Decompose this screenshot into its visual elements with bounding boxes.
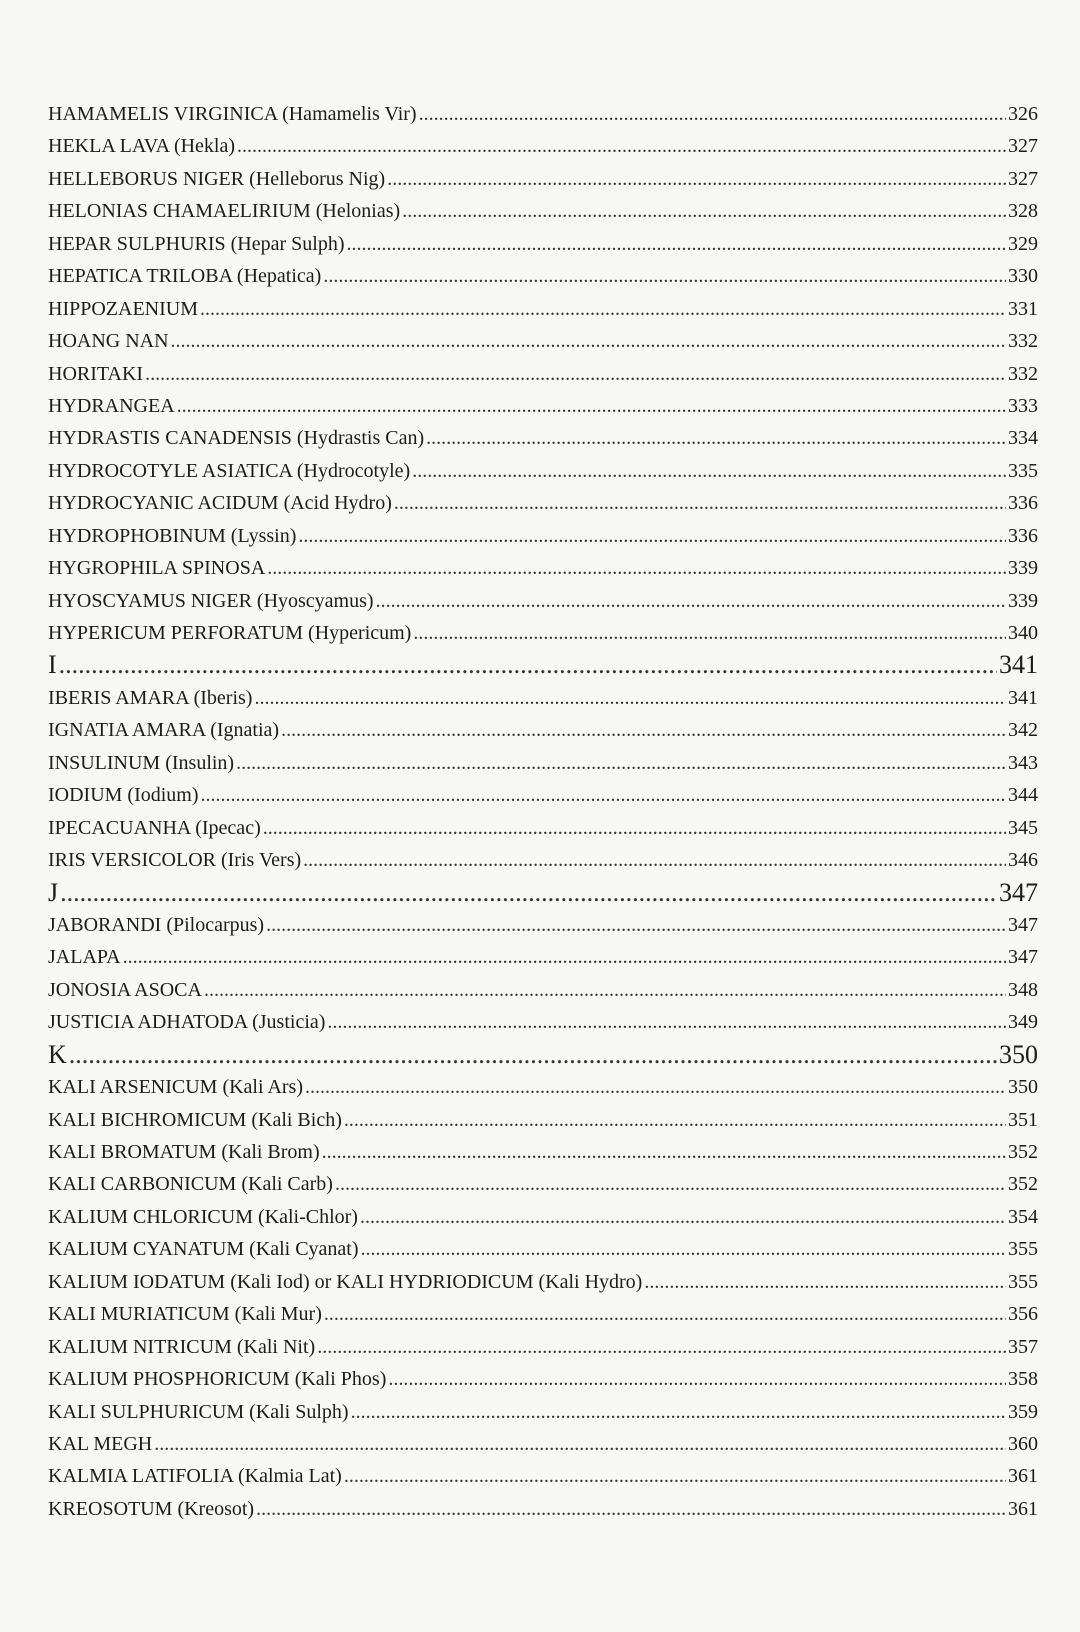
index-entry-row [48,1396,1038,1428]
index-entry-row [48,1331,1038,1363]
index-entry-row [48,1363,1038,1395]
entry-page-number: 343 [1008,751,1038,774]
index-entry-row [48,779,1038,811]
dot-leader [267,552,1006,584]
entry-title: HYGROPHILA SPINOSA [48,557,266,580]
entry-title: JUSTICIA ADHATODA (Justicia) [48,1011,326,1034]
entry-page-number: 356 [1008,1303,1038,1326]
dot-leader [344,1104,1006,1136]
dot-leader [327,1006,1006,1038]
index-entry-row [48,325,1038,357]
entry-page-number: 329 [1008,232,1038,255]
entry-title: HYDRANGEA [48,394,175,417]
dot-leader [69,1039,997,1071]
entry-page-number: 336 [1008,492,1038,515]
entry-title: KREOSOTUM (Kreosot) [48,1497,255,1520]
index-entry-row [48,909,1038,941]
entry-title: KALMIA LATIFOLIA (Kalmia Lat) [48,1465,342,1488]
index-entry-row [48,130,1038,162]
dot-leader [303,844,1006,876]
entry-page-number: 347 [1008,913,1038,936]
entry-title: HYPERICUM PERFORATUM (Hypericum) [48,622,412,644]
entry-page-number: 350 [999,1039,1038,1069]
entry-page-number: 350 [1008,1076,1038,1099]
dot-leader [324,1298,1006,1330]
entry-title: HORITAKI [48,362,144,385]
dot-leader [145,358,1006,390]
entry-page-number: 355 [1008,1238,1038,1261]
entry-page-number: 361 [1008,1465,1038,1488]
entry-title: HYOSCYAMUS NIGER (Hyoscyamus) [48,589,374,612]
entry-title: IPECACUANHA (Ipecac) [48,816,261,839]
dot-leader [361,1233,1006,1265]
index-entry-row [48,747,1038,779]
dot-leader [204,974,1006,1006]
dot-leader [323,260,1006,292]
entry-page-number: 355 [1008,1270,1038,1293]
entry-page-number: 334 [1008,427,1038,450]
dot-leader [335,1168,1006,1200]
index-entry-row [48,293,1038,325]
dot-leader [402,195,1006,227]
entry-title: KALI BROMATUM (Kali Brom) [48,1141,320,1163]
index-entry-row [48,617,1038,649]
entry-page-number: 336 [1008,524,1038,547]
index-entry-row [48,1266,1038,1298]
entry-page-number: 347 [1008,946,1038,969]
dot-leader [360,1201,1006,1233]
entry-page-number: 361 [1008,1497,1038,1520]
entry-page-number: 359 [1008,1400,1038,1423]
entry-title: HAMAMELIS VIRGINICA (Hamamelis Vir) [48,103,417,125]
dot-leader [413,617,1006,649]
entry-title: JONOSIA ASOCA [48,978,202,1001]
entry-title: JALAPA [48,946,121,969]
index-entry-row [48,358,1038,390]
index-entry-row [48,1460,1038,1492]
entry-page-number: 330 [1008,265,1038,288]
dot-leader [236,747,1006,779]
entry-title: HELLEBORUS NIGER (Helleborus Nig) [48,167,386,190]
entry-title: IGNATIA AMARA (Ignatia) [48,719,280,742]
dot-leader [171,325,1006,357]
entry-title: HEPAR SULPHURIS (Hepar Sulph) [48,232,345,255]
entry-page-number: 354 [1008,1205,1038,1228]
entry-page-number: 349 [1008,1011,1038,1034]
index-entry-row [48,422,1038,454]
index-entry-row [48,844,1038,876]
index-entry-row [48,714,1038,746]
entry-page-number: 348 [1008,978,1038,1001]
index-entry-row [48,974,1038,1006]
entry-page-number: 327 [1008,135,1038,158]
entry-title: KAL MEGH [48,1432,153,1455]
dot-leader [644,1266,1006,1298]
index-entry-row [48,812,1038,844]
dot-leader [256,1493,1006,1525]
index-entry-row [48,1168,1038,1200]
index-entry-row [48,585,1038,617]
dot-leader [419,98,1006,130]
entry-title: HEKLA LAVA (Hekla) [48,135,236,158]
entry-title: HYDROCYANIC ACIDUM (Acid Hydro) [48,492,392,515]
dot-leader [237,130,1006,162]
entry-title: KALI MURIATICUM (Kali Mur) [48,1303,322,1326]
entry-page-number: 340 [1008,622,1038,644]
entry-title: KALI BICHROMICUM (Kali Bich) [48,1108,342,1131]
dot-leader [387,163,1006,195]
dot-leader [123,941,1006,973]
entry-page-number: 333 [1008,394,1038,417]
index-entry-row [48,552,1038,584]
index-entry-row [48,455,1038,487]
entry-page-number: 327 [1008,167,1038,190]
entry-title: KALIUM CHLORICUM (Kali-Chlor) [48,1205,358,1228]
entry-title: HYDRASTIS CANADENSIS (Hydrastis Can) [48,427,425,450]
entry-title: IRIS VERSICOLOR (Iris Vers) [48,849,302,872]
entry-page-number: 358 [1008,1368,1038,1391]
entry-page-number: 351 [1008,1108,1038,1131]
entry-page-number: 346 [1008,849,1038,872]
entry-page-number: 332 [1008,362,1038,385]
dot-leader [347,228,1006,260]
index-entry-row [48,228,1038,260]
dot-leader [412,455,1006,487]
entry-title: KALI ARSENICUM (Kali Ars) [48,1076,303,1099]
entry-title: HIPPOZAENIUM [48,297,198,320]
entry-page-number: 344 [1008,784,1038,807]
dot-leader [394,487,1006,519]
entry-page-number: 360 [1008,1432,1038,1455]
entry-title: IODIUM (Iodium) [48,784,199,807]
entry-title: KALI CARBONICUM (Kali Carb) [48,1173,333,1196]
entry-page-number: 342 [1008,719,1038,742]
dot-leader [344,1460,1006,1492]
entry-page-number: 328 [1008,200,1038,223]
entry-page-number: 345 [1008,816,1038,839]
index-entry-row [48,260,1038,292]
dot-leader [254,682,1006,714]
entry-title: HYDROCOTYLE ASIATICA (Hydrocotyle) [48,459,411,482]
index-entry-row [48,520,1038,552]
index-entry-row [48,1071,1038,1103]
dot-leader [322,1136,1006,1168]
section-letter: K [48,1039,67,1069]
section-heading-row [48,649,1038,681]
entry-title: HOANG NAN [48,330,169,353]
entry-page-number: 352 [1008,1173,1038,1196]
index-entry-row [48,1136,1038,1168]
dot-leader [426,422,1006,454]
index-entry-row [48,1201,1038,1233]
dot-leader [177,390,1006,422]
entry-page-number: 352 [1008,1141,1038,1163]
index-entry-row [48,1104,1038,1136]
dot-leader [298,520,1006,552]
entry-title: INSULINUM (Insulin) [48,751,235,774]
dot-leader [59,649,997,681]
dot-leader [60,877,997,909]
entry-page-number: 326 [1008,103,1038,125]
index-entry-row [48,941,1038,973]
entry-page-number: 357 [1008,1335,1038,1358]
dot-leader [154,1428,1006,1460]
entry-page-number: 331 [1008,297,1038,320]
section-heading-row [48,1039,1038,1071]
dot-leader [376,585,1006,617]
dot-leader [263,812,1006,844]
entry-page-number: 347 [999,877,1038,907]
dot-leader [317,1331,1006,1363]
entry-title: IBERIS AMARA (Iberis) [48,686,253,709]
index-entry-row [48,390,1038,422]
index-entry-row [48,1298,1038,1330]
entry-title: HYDROPHOBINUM (Lyssin) [48,524,297,547]
section-letter: J [48,877,59,907]
entry-title: KALI SULPHURICUM (Kali Sulph) [48,1400,349,1423]
entry-title: KALIUM PHOSPHORICUM (Kali Phos) [48,1368,387,1391]
index-entry-row [48,1233,1038,1265]
entry-page-number: 341 [999,650,1038,680]
dot-leader [281,714,1006,746]
section-heading-row [48,877,1038,909]
index-entry-row [48,682,1038,714]
entry-title: KALIUM IODATUM (Kali Iod) or KALI HYDRIODICUM (Kali Hydro) [48,1270,643,1293]
entry-title: HELONIAS CHAMAELIRIUM (Helonias) [48,200,401,223]
dot-leader [266,909,1006,941]
entry-page-number: 339 [1008,557,1038,580]
entry-page-number: 332 [1008,330,1038,353]
dot-leader [305,1071,1006,1103]
entry-title: KALIUM CYANATUM (Kali Cyanat) [48,1238,359,1261]
index-entry-row [48,1428,1038,1460]
index-entry-row [48,195,1038,227]
dot-leader [388,1363,1006,1395]
dot-leader [201,779,1006,811]
index-entry-row [48,1493,1038,1525]
entry-page-number: 335 [1008,459,1038,482]
entry-title: KALIUM NITRICUM (Kali Nit) [48,1335,316,1358]
index-entry-row [48,1006,1038,1038]
entry-title: HEPATICA TRILOBA (Hepatica) [48,265,322,288]
entry-page-number: 341 [1008,686,1038,709]
index-list [48,98,1038,1525]
entry-title: JABORANDI (Pilocarpus) [48,913,265,936]
index-entry-row [48,163,1038,195]
section-letter: I [48,650,57,680]
dot-leader [200,293,1006,325]
entry-page-number: 339 [1008,589,1038,612]
index-entry-row [48,98,1038,130]
dot-leader [351,1396,1006,1428]
index-entry-row [48,487,1038,519]
